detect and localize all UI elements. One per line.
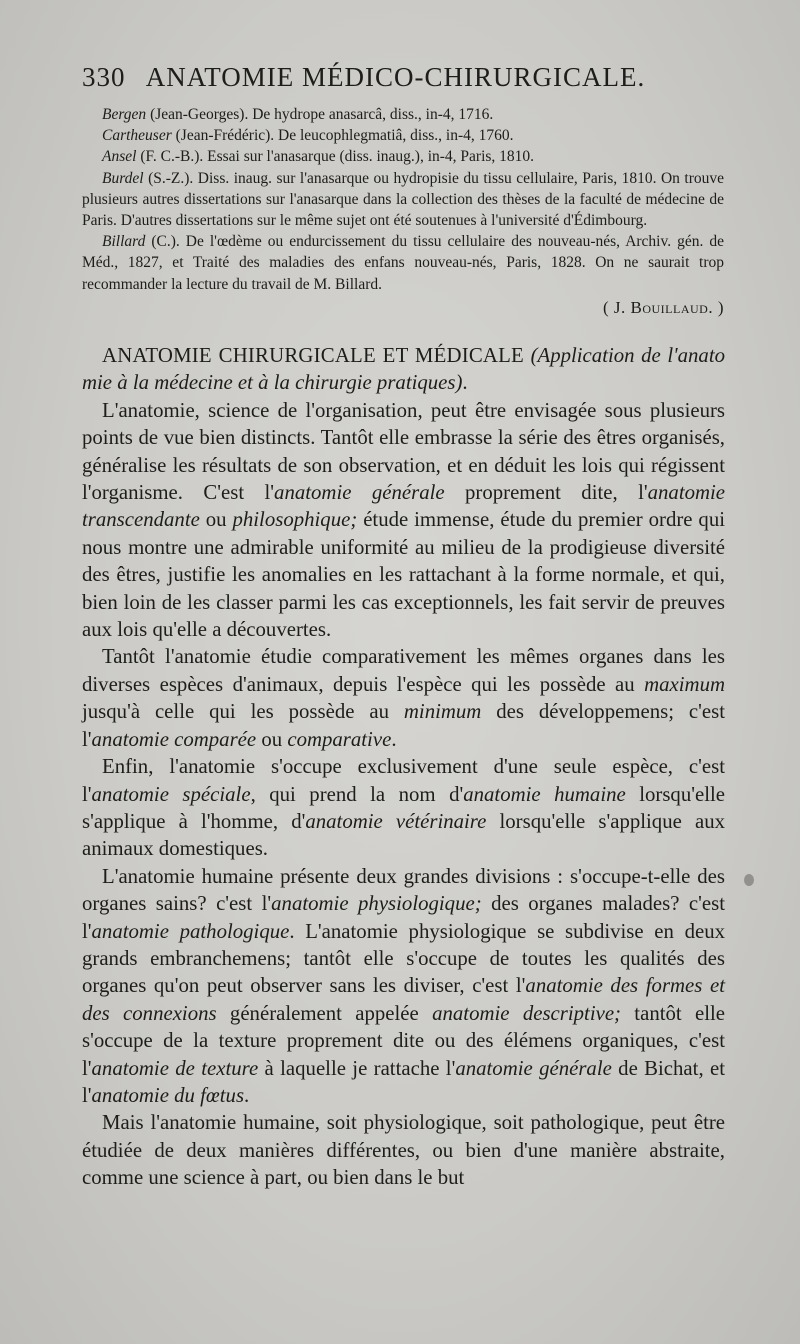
paragraph: L'anatomie humaine présente deux grandes divisions : s'occupe-t-elle des organes sains? c'est l'anatomie physiologique; des organes malades? c'est l'anatomie pathologique. L'anatomie physiologique se subdivise en deux grands embranchemens; tantôt elle s'occupe de toutes les qualités des organes qu'on peut observer sans les diviser, c'est l'anatomie des formes et des connexions généralement appelée anatomie descriptive; tantôt elle s'occupe de la texture proprement dite ou des élémens organiques, c'est l'anatomie de texture à laquelle je rattache l'anatomie générale de Bichat, et l'anatomie du fœtus. <box>82 864 726 1107</box>
article-body <box>82 342 725 1192</box>
author-name: Ansel <box>102 148 137 166</box>
paragraph: Mais l'anatomie humaine, soit physiologique, soit pathologique, peut être étudiée de deux manières différentes, ou bien d'une manière abstraite, comme une science à part, ou bien dans le but <box>82 1111 725 1190</box>
bibliography <box>82 104 724 318</box>
ink-spot <box>744 874 754 886</box>
running-header <box>82 62 742 93</box>
author-name: Cartheuser <box>102 127 172 145</box>
article-heading: ANATOMIE CHIRURGICALE ET MÉDICALE (Application de l'anato mie à la médecine et à la chirurgie pratiques). <box>82 344 725 395</box>
bibliography-entry: Ansel (F. C.-B.). Essai sur l'anasarque (diss. inaug.), in-4, Paris, 1810. <box>102 148 535 166</box>
bibliography-entry: Billard (C.). De l'œdème ou endurcissement du tissu cellulaire des nouveau-nés, Archiv. gén. de Méd., 1827, et Traité des maladies des enfans nouveau-nés, Paris, 1828. On ne saurait trop recommander la lecture du travail de M. Billard. <box>82 233 724 293</box>
article-subtitle: (Application de l'anato mie à la médecine et à la chirurgie pratiques) <box>82 344 725 395</box>
running-title: ANATOMIE MÉDICO-CHIRURGICALE. <box>145 62 646 92</box>
bibliography-entry: Cartheuser (Jean-Frédéric). De leucophlegmatiâ, diss., in-4, 1760. <box>102 127 514 145</box>
bibliography-entry: Bergen (Jean-Georges). De hydrope anasarcâ, diss., in-4, 1716. <box>102 106 494 123</box>
bibliography-entry: Burdel (S.-Z.). Diss. inaug. sur l'anasarque ou hydropisie du tissu cellulaire, Paris, 1810. On trouve plusieurs autres dissertations sur l'anasarque dans la collection des thèses de la faculté de médecine de Paris. D'autres dissertations sur le même sujet ont été soutenues à l'université d'Édimbourg. <box>82 169 724 230</box>
paragraph: Tantôt l'anatomie étudie comparativement les mêmes organes dans les diverses espèces d'animaux, depuis l'espèce qui les possède au maximum jusqu'à celle qui les possède au minimum des développemens; c'est l'anatomie comparée ou comparative. <box>82 645 725 751</box>
author-name: Billard <box>102 233 146 251</box>
author-signature: ( J. Bouillaud. ) <box>602 297 724 317</box>
paragraph: Enfin, l'anatomie s'occupe exclusivement d'une seule espèce, c'est l'anatomie spéciale, qui prend la nom d'anatomie humaine lorsqu'elle s'applique à l'homme, d'anatomie vétérinaire lorsqu'elle s'applique aux animaux domestiques. <box>82 755 725 861</box>
page-number: 330 <box>82 62 126 92</box>
paragraph: L'anatomie, science de l'organisation, peut être envisagée sous plusieurs points de vue bien distincts. Tantôt elle embrasse la série des êtres organisés, généralise les résultats de son observation, et en déduit les lois qui régissent l'organisme. C'est l'anatomie générale proprement dite, l'anatomie transcendante ou philosophique; étude immense, étude du premier ordre qui nous montre une admirable uniformité au milieu de la prodigieuse diversité des êtres, justifie les anomalies en les rattachant à la forme normale, et qui, bien loin de les classer parmi les cas exceptionnels, les fait servir de preuves aux lois qu'elle a découvertes. <box>82 398 726 642</box>
article-title: ANATOMIE CHIRURGICALE ET MÉDICALE <box>102 344 524 367</box>
author-name: Bergen <box>102 106 147 123</box>
author-name: Burdel <box>102 169 144 187</box>
